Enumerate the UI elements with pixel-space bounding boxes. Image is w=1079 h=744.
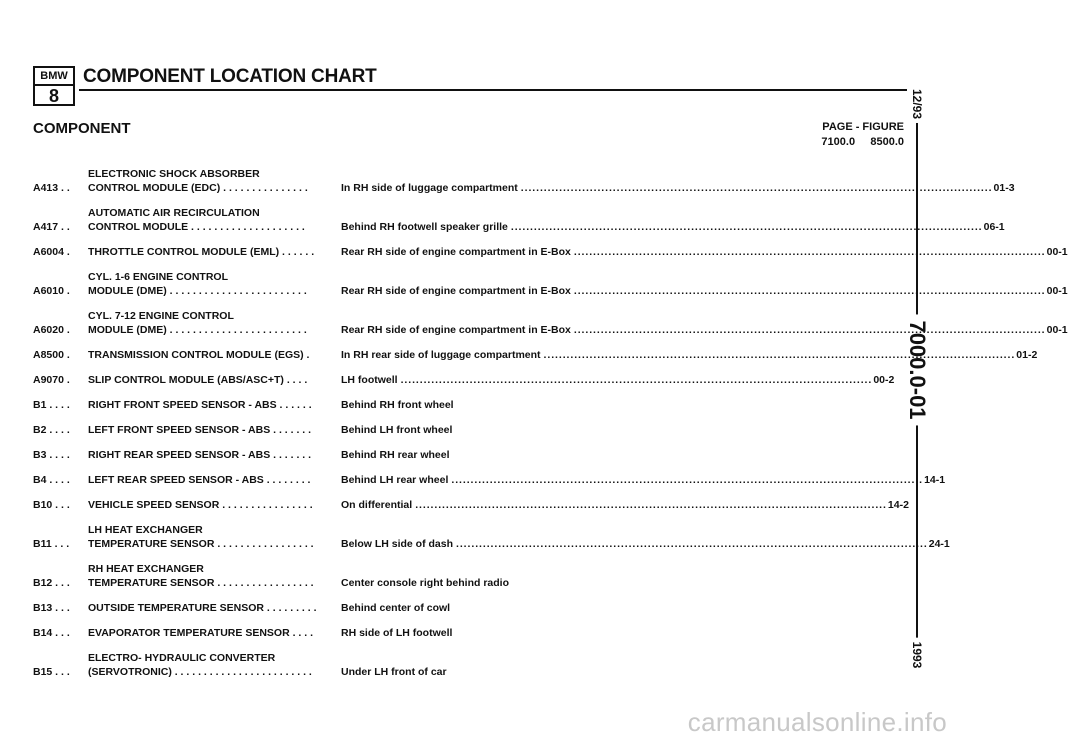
component-description xyxy=(88,206,341,234)
component-description xyxy=(88,523,341,551)
component-description xyxy=(88,562,341,590)
component-description xyxy=(88,309,341,337)
description-line-1: CYL. 7-12 ENGINE CONTROL xyxy=(88,310,234,322)
description-line-1: CYL. 1-6 ENGINE CONTROL xyxy=(88,271,229,283)
description-line-2: THROTTLE CONTROL MODULE (EML) . . . . . . xyxy=(88,246,315,258)
description-line-2: SLIP CONTROL MODULE (ABS/ASC+T) . . . . xyxy=(88,374,308,386)
component-location xyxy=(341,537,961,551)
component-code: B2 . . . . xyxy=(33,424,70,436)
component-location xyxy=(341,473,956,487)
component-location xyxy=(341,448,957,462)
component-description xyxy=(88,423,341,437)
component-description xyxy=(88,601,341,615)
side-date: 12/93 xyxy=(907,85,927,123)
component-code: A413 . . xyxy=(33,182,70,194)
leader-dots xyxy=(456,537,926,551)
description-line-2: CONTROL MODULE . . . . . . . . . . . . . . . . . . . . xyxy=(88,221,305,233)
component-row xyxy=(33,626,825,640)
component-code: B12 . . . xyxy=(33,577,70,589)
leader-dots xyxy=(451,473,921,487)
location-text: RH side of LH footwell xyxy=(341,627,453,639)
location-text: Center console right behind radio xyxy=(341,577,510,589)
description-line-2: TRANSMISSION CONTROL MODULE (EGS) . xyxy=(88,349,310,361)
component-description xyxy=(88,270,341,298)
leader-dots xyxy=(401,373,871,387)
description-line-2: EVAPORATOR TEMPERATURE SENSOR . . . . xyxy=(88,627,313,639)
component-code: B10 . . . xyxy=(33,499,70,511)
component-location xyxy=(341,323,1079,337)
leader-dots xyxy=(574,245,1044,259)
leader-dots xyxy=(511,220,981,234)
component-description xyxy=(88,448,341,462)
description-line-2: TEMPERATURE SENSOR . . . . . . . . . . . . . . . . . xyxy=(88,577,314,589)
location-text: Behind RH rear wheel xyxy=(341,449,450,461)
page-figure-pages: 7100.0 8500.0 xyxy=(821,136,904,148)
component-code: B14 . . . xyxy=(33,627,70,639)
description-line-2: LEFT FRONT SPEED SENSOR - ABS . . . . . . . xyxy=(88,424,312,436)
component-location xyxy=(341,498,920,512)
description-line-2: (SERVOTRONIC) . . . . . . . . . . . . . . . . . . . . . . . . xyxy=(88,666,312,678)
figure-ref: 01-3 xyxy=(993,182,1015,194)
location-text: Behind RH front wheel xyxy=(341,399,454,411)
location-text: Behind LH front wheel xyxy=(341,424,453,436)
logo-brand-text: BMW xyxy=(35,68,73,86)
component-row xyxy=(33,398,825,412)
component-row xyxy=(33,270,1068,298)
component-row xyxy=(33,498,909,512)
figure-ref: 00-1 xyxy=(1046,285,1068,297)
component-code: B13 . . . xyxy=(33,602,70,614)
leader-dots xyxy=(415,498,885,512)
location-text: Rear RH side of engine compartment in E-Box xyxy=(341,285,571,297)
component-description xyxy=(88,398,341,412)
component-code: B15 . . . xyxy=(33,666,70,678)
component-location xyxy=(341,245,1079,259)
component-code: A6010 . xyxy=(33,285,70,297)
component-row xyxy=(33,423,825,437)
component-description xyxy=(88,348,341,362)
component-code: B4 . . . . xyxy=(33,474,70,486)
title-rule xyxy=(79,89,911,91)
component-code: A8500 . xyxy=(33,349,70,361)
component-row xyxy=(33,309,1068,337)
component-row xyxy=(33,523,950,551)
component-row xyxy=(33,651,825,679)
component-row xyxy=(33,601,825,615)
description-line-2: MODULE (DME) . . . . . . . . . . . . . . . . . . . . . . . . xyxy=(88,324,307,336)
figure-ref: 14-1 xyxy=(924,474,946,486)
component-code: B3 . . . . xyxy=(33,449,70,461)
description-line-1: RH HEAT EXCHANGER xyxy=(88,563,204,575)
component-location xyxy=(341,220,1016,234)
component-location xyxy=(341,665,954,679)
component-code: A6020 . xyxy=(33,324,70,336)
component-location xyxy=(341,284,1079,298)
component-description xyxy=(88,473,341,487)
leader-dots xyxy=(574,284,1044,298)
location-text: On differential xyxy=(341,499,413,511)
component-location xyxy=(341,373,905,387)
bmw-logo xyxy=(33,66,75,106)
logo-series-text: 8 xyxy=(48,86,59,106)
description-line-2: CONTROL MODULE (EDC) . . . . . . . . . . . . . . . xyxy=(88,182,308,194)
location-text: Rear RH side of engine compartment in E-Box xyxy=(341,246,571,258)
component-code: A6004 . xyxy=(33,246,70,258)
figure-ref: 24-1 xyxy=(928,538,950,550)
component-location xyxy=(341,576,1017,590)
component-description xyxy=(88,373,341,387)
component-row xyxy=(33,562,825,590)
component-row xyxy=(33,206,1005,234)
figure-ref: 00-1 xyxy=(1046,324,1068,336)
page-figure-heading xyxy=(821,120,904,150)
figure-ref: 14-2 xyxy=(887,499,909,511)
description-line-1: AUTOMATIC AIR RECIRCULATION xyxy=(88,207,260,219)
component-description xyxy=(88,626,341,640)
page-figure-label: PAGE - FIGURE xyxy=(822,121,904,133)
location-text: Under LH front of car xyxy=(341,666,447,678)
component-row xyxy=(33,167,1015,195)
component-location xyxy=(341,398,961,412)
description-line-1: LH HEAT EXCHANGER xyxy=(88,524,203,536)
component-row xyxy=(33,448,825,462)
location-text: In RH side of luggage compartment xyxy=(341,182,518,194)
component-code: A417 . . xyxy=(33,221,70,233)
location-text: Rear RH side of engine compartment in E-Box xyxy=(341,324,571,336)
location-text: Below LH side of dash xyxy=(341,538,454,550)
location-text: In RH rear side of luggage compartment xyxy=(341,349,541,361)
page-title: COMPONENT LOCATION CHART xyxy=(83,66,377,87)
location-text: Behind center of cowl xyxy=(341,602,451,614)
component-description xyxy=(88,498,341,512)
component-location xyxy=(341,181,1026,195)
component-row xyxy=(33,473,946,487)
description-line-2: TEMPERATURE SENSOR . . . . . . . . . . . . . . . . . xyxy=(88,538,314,550)
side-year: 1993 xyxy=(907,638,927,673)
leader-dots xyxy=(574,323,1044,337)
component-location xyxy=(341,423,960,437)
watermark: carmanualsonline.info xyxy=(687,707,947,737)
description-line-2: RIGHT REAR SPEED SENSOR - ABS . . . . . . . xyxy=(88,449,312,461)
figure-ref: 00-1 xyxy=(1046,246,1068,258)
component-row xyxy=(33,245,1068,259)
description-line-2: MODULE (DME) . . . . . . . . . . . . . . . . . . . . . . . . xyxy=(88,285,307,297)
description-line-2: RIGHT FRONT SPEED SENSOR - ABS . . . . . . xyxy=(88,399,312,411)
component-description xyxy=(88,167,341,195)
component-location xyxy=(341,601,958,615)
figure-ref: 06-1 xyxy=(983,221,1005,233)
location-text: Behind LH rear wheel xyxy=(341,474,449,486)
component-code: B11 . . . xyxy=(33,538,70,550)
component-row xyxy=(33,348,1038,362)
figure-ref: 00-2 xyxy=(873,374,895,386)
description-line-1: ELECTRONIC SHOCK ABSORBER xyxy=(88,168,260,180)
side-page-number: 7000.0-01 xyxy=(900,314,934,425)
description-line-2: VEHICLE SPEED SENSOR . . . . . . . . . . . . . . . . xyxy=(88,499,313,511)
component-column-heading: COMPONENT xyxy=(33,120,131,137)
leader-dots xyxy=(544,348,1014,362)
description-line-2: LEFT REAR SPEED SENSOR - ABS . . . . . . . . xyxy=(88,474,311,486)
component-location xyxy=(341,626,960,640)
description-line-2: OUTSIDE TEMPERATURE SENSOR . . . . . . . . . xyxy=(88,602,317,614)
leader-dots xyxy=(521,181,991,195)
location-text: Behind RH footwell speaker grille xyxy=(341,221,508,233)
description-line-1: ELECTRO- HYDRAULIC CONVERTER xyxy=(88,652,276,664)
component-description xyxy=(88,651,341,679)
component-code: B1 . . . . xyxy=(33,399,70,411)
figure-ref: 01-2 xyxy=(1016,349,1038,361)
component-row xyxy=(33,373,895,387)
location-text: LH footwell xyxy=(341,374,398,386)
component-location xyxy=(341,348,1048,362)
component-description xyxy=(88,245,341,259)
component-code: A9070 . xyxy=(33,374,70,386)
